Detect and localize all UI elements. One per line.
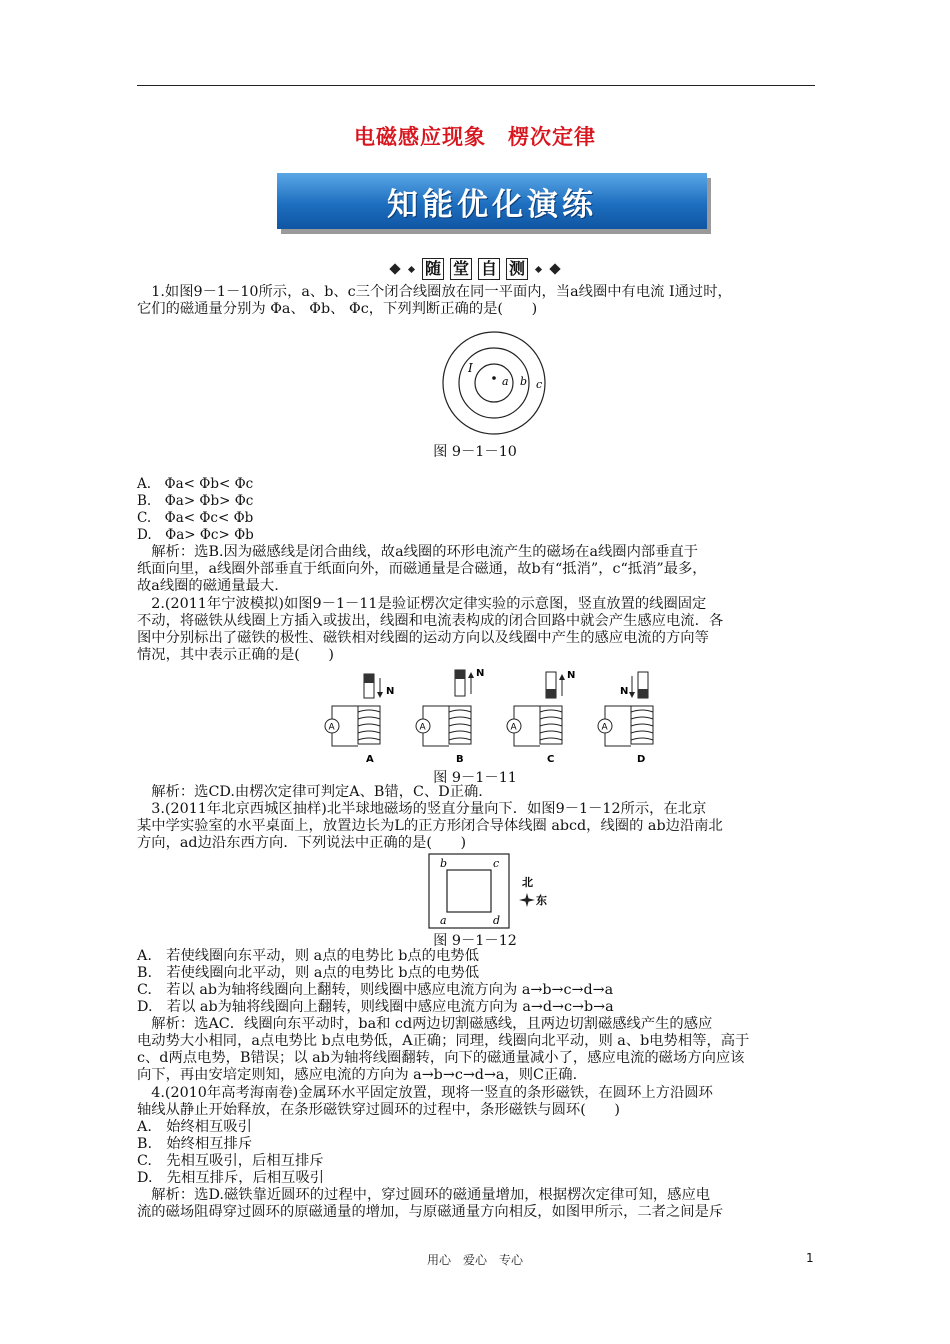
text-line: 它们的磁通量分别为 Φa、 Φb、 Φc，下列判断正确的是( ) — [137, 301, 538, 317]
panel-d — [598, 672, 653, 765]
ring-b-label: b — [520, 375, 528, 388]
text-line: 图中分别标出了磁铁的极性、磁铁相对线圈的运动方向以及线圈中产生的感应电流的方向等 — [137, 630, 709, 646]
text-line: 1.如图9－1－10所示，a、b、c三个闭合线圈放在同一平面内，当a线圈中有电流 I通过时， — [137, 284, 732, 300]
svg-text:d: d — [493, 914, 501, 927]
option-c: C. 若以 ab为轴将线圈向上翻转，则线圈中感应电流方向为 a→b→c→d→a — [137, 982, 614, 998]
question-3-options — [137, 948, 817, 1016]
figure-caption: 图 9－1－10 — [433, 444, 517, 460]
figure-caption: 图 9－1－12 — [433, 933, 517, 949]
banner-text: 知能优化演练 — [387, 186, 597, 223]
question-4-options — [137, 1119, 817, 1187]
figure-9-1-12 — [428, 853, 560, 931]
text-line: 纸面向里，a线圈外部垂直于纸面向外，而磁通量是合磁通，故b有“抵消”，c“抵消”最多， — [137, 561, 707, 577]
svg-text:C: C — [547, 754, 555, 765]
page-number: 1 — [806, 1251, 814, 1265]
diamond-icon — [389, 263, 400, 274]
diamond-icon — [549, 263, 560, 274]
text-line: 轴线从静止开始释放，在条形磁铁穿过圆环的过程中，条形磁铁与圆环( ) — [137, 1102, 620, 1118]
text-line: 向下，再由安培定则知，感应电流的方向为 a→b→c→d→a，则C正确. — [137, 1067, 578, 1083]
svg-text:N: N — [386, 686, 395, 697]
text-line: 流的磁场阻碍穿过圆环的原磁通量的增加，与原磁通量方向相反，如图甲所示，二者之间是斥 — [137, 1204, 724, 1220]
svg-text:A: A — [601, 722, 608, 733]
option-b: B. 始终相互排斥 — [137, 1136, 253, 1152]
svg-text:A: A — [366, 754, 374, 765]
page-footer: 用心 爱心 专心 — [426, 1253, 523, 1267]
svg-text:N: N — [476, 668, 485, 679]
option-c: C. Φa< Φc< Φb — [137, 510, 254, 526]
figure-9-1-10 — [432, 330, 556, 436]
svg-text:c: c — [493, 857, 500, 870]
option-d: D. Φa> Φc> Φb — [137, 527, 254, 543]
option-a: A. Φa< Φb< Φc — [137, 476, 254, 492]
figure-caption: 图 9－1－11 — [433, 770, 517, 786]
svg-text:A: A — [419, 722, 426, 733]
svg-text:A: A — [510, 722, 517, 733]
text-line: 2.(2011年宁波模拟)如图9－1－11是验证楞次定律实验的示意图，竖直放置的线圈固定 — [137, 596, 707, 612]
text-line: 故a线圈的磁通量最大. — [137, 578, 279, 594]
option-d: D. 先相互排斥，后相互吸引 — [137, 1170, 325, 1186]
svg-text:B: B — [456, 754, 464, 765]
question-3-stem — [137, 801, 817, 852]
option-a: A. 始终相互吸引 — [137, 1119, 252, 1135]
text-line: 电动势大小相同，a点电势比 b点电势低，A正确；同理，线圈向北平动，则 a、b电势相等，高于 — [137, 1033, 750, 1049]
panel-a — [325, 674, 394, 765]
header-rule — [137, 85, 815, 86]
question-1-stem — [137, 284, 817, 318]
text-line: 某中学实验室的水平桌面上，放置边长为L的正方形闭合导体线圈 abcd，线圈的 ab边沿南北 — [137, 818, 723, 834]
section-heading — [0, 258, 950, 280]
option-c: C. 先相互吸引，后相互排斥 — [137, 1153, 324, 1169]
diamond-icon — [535, 265, 542, 272]
option-b: B. Φa> Φb> Φc — [137, 493, 254, 509]
question-4-analysis — [137, 1187, 817, 1221]
svg-text:a: a — [440, 914, 447, 927]
ring-c-label: c — [536, 378, 543, 391]
option-d: D. 若以 ab为轴将线圈向上翻转，则线圈中感应电流方向为 a→d→c→b→a — [137, 999, 614, 1015]
text-line: 3.(2011年北京西城区抽样)北半球地磁场的竖直分量向下．如图9－1－12所示，在北京 — [137, 801, 707, 817]
question-2-analysis — [137, 784, 817, 801]
section-banner — [277, 173, 707, 229]
section-char: 随 — [422, 258, 444, 280]
svg-text:b: b — [440, 857, 448, 870]
figure-9-1-11 — [322, 662, 672, 766]
text-line: 方向，ad边沿东西方向．下列说法中正确的是( ) — [137, 835, 467, 851]
section-char: 测 — [506, 258, 528, 280]
panel-b — [416, 668, 484, 765]
svg-text:A: A — [328, 722, 335, 733]
option-a: A. 若使线圈向东平动，则 a点的电势比 b点的电势低 — [137, 948, 479, 964]
text-line: 解析：选CD.由楞次定律可判定A、B错，C、D正确. — [137, 784, 483, 800]
text-line: 情况，其中表示正确的是( ) — [137, 647, 335, 663]
ring-a-label: a — [502, 375, 509, 388]
question-4-stem — [137, 1085, 817, 1119]
text-line: c、d两点电势，B错误；以 ab为轴将线圈翻转，向下的磁通量减小了，感应电流的磁场方向应该 — [137, 1050, 745, 1066]
question-3-analysis — [137, 1016, 817, 1084]
text-line: 解析：选B.因为磁感线是闭合曲线，故a线圈的环形电流产生的磁场在a线圈内部垂直于 — [137, 544, 699, 560]
text-line: 解析：选AC．线圈向东平动时，ba和 cd两边切割磁感线，且两边切割磁感线产生的感应 — [137, 1016, 713, 1032]
option-b: B. 若使线圈向北平动，则 a点的电势比 b点的电势低 — [137, 965, 480, 981]
section-char: 堂 — [450, 258, 472, 280]
question-2-stem — [137, 596, 817, 664]
text-line: 不动，将磁铁从线圈上方插入或拔出，线圈和电流表构成的闭合回路中就会产生感应电流．各 — [137, 613, 724, 629]
svg-text:北: 北 — [522, 876, 533, 889]
text-line: 解析：选D.磁铁靠近圆环的过程中，穿过圆环的磁通量增加，根据楞次定律可知，感应电 — [137, 1187, 711, 1203]
question-1-options — [137, 476, 817, 544]
panel-c — [507, 670, 575, 765]
question-1-analysis — [137, 544, 817, 595]
text-line: 4.(2010年高考海南卷)金属环水平固定放置，现将一竖直的条形磁铁，在圆环上方沿圆环 — [137, 1085, 713, 1101]
current-label: I — [468, 361, 473, 375]
page-title: 电磁感应现象 楞次定律 — [354, 125, 596, 149]
svg-text:D: D — [637, 754, 646, 765]
svg-text:N: N — [620, 686, 629, 697]
svg-text:N: N — [567, 670, 576, 681]
diamond-icon — [408, 265, 415, 272]
section-char: 自 — [478, 258, 500, 280]
svg-text:东: 东 — [536, 894, 547, 907]
